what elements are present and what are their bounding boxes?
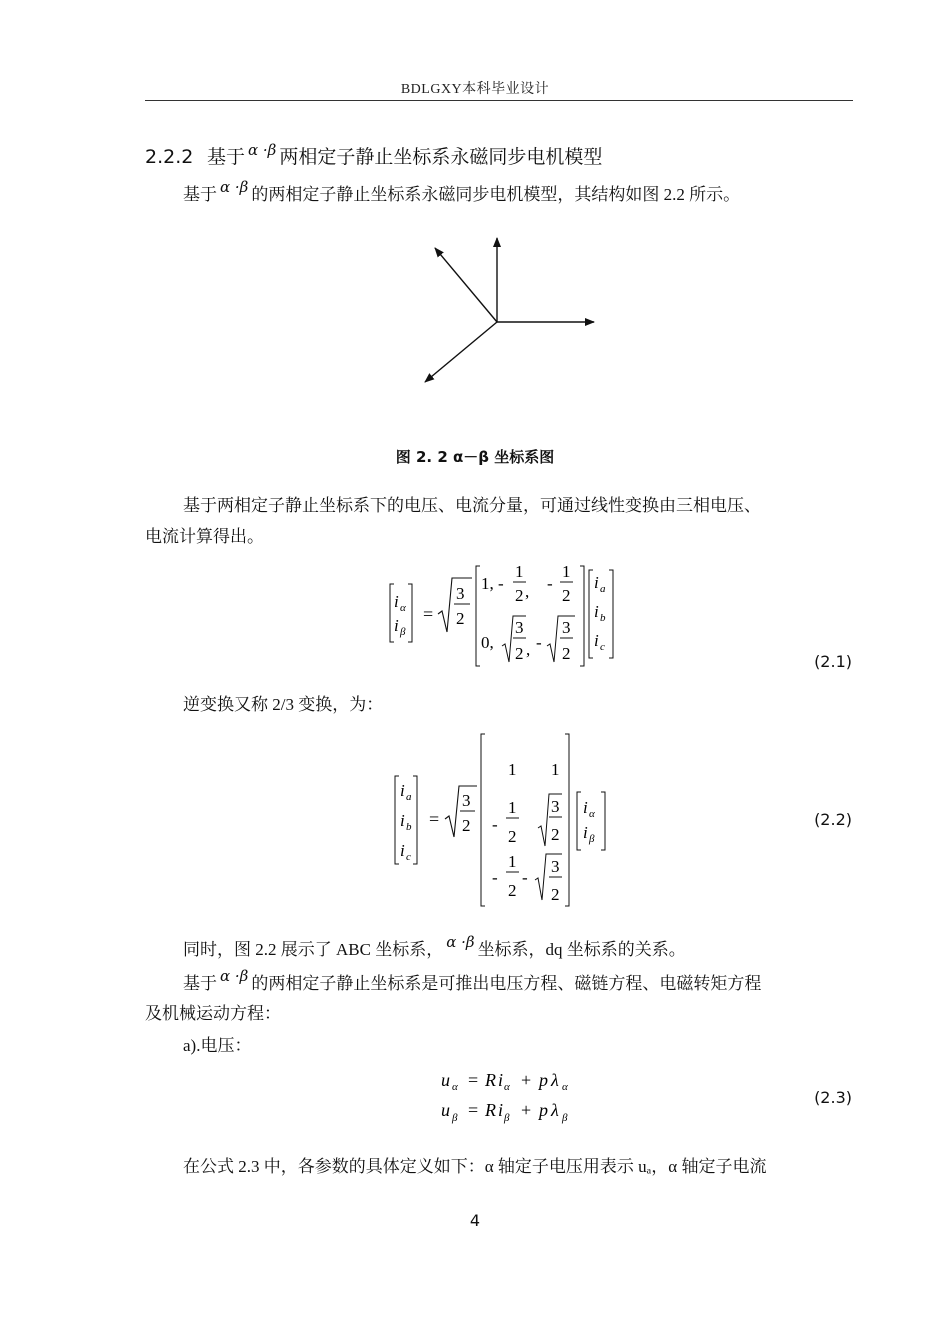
figure-caption: 图 2. 2 α－β 坐标系图 <box>395 448 555 466</box>
eq3-l1-i: i <box>498 1070 504 1090</box>
eq1-r2-den: 2 <box>515 644 524 663</box>
para1-before: 基于 <box>183 185 217 204</box>
eq1-coef-den: 2 <box>456 609 465 628</box>
eq2-lhs-sub3: c <box>406 851 411 863</box>
eq3-number: (2.3) <box>814 1088 852 1107</box>
eq1-r1-num1: 1 <box>515 562 524 581</box>
eq2-rhs-sub1: α <box>589 808 595 820</box>
eq2-r3-den: 2 <box>508 881 517 900</box>
para1-after: 的两相定子静止坐标系永磁同步电机模型，其结构如图 2.2 所示。 <box>251 185 741 204</box>
eq2-r3-den2: 2 <box>551 885 560 904</box>
eq3-l2-sub1: β <box>452 1112 458 1124</box>
eq2-lhs-sub1: a <box>406 791 412 803</box>
eq1-number: (2.1) <box>814 652 852 671</box>
paragraph-voltage: a).电压： <box>183 1036 252 1055</box>
para5-greek: α ·β <box>220 967 249 985</box>
eq1-rhs-sub1: a <box>600 583 606 595</box>
eq2-r1-b: 1 <box>551 760 560 779</box>
para4-after: 坐标系，dq 坐标系的关系。 <box>477 940 686 959</box>
equation-2-1 <box>380 558 630 673</box>
eq1-r1-den1: 2 <box>515 586 524 605</box>
eq1-rhs-sub3: c <box>600 641 605 653</box>
eq3-l2-u: u <box>441 1100 450 1120</box>
eq3-l2-R: R <box>485 1100 496 1120</box>
eq1-rhs-i1: i <box>594 573 599 592</box>
eq1-rhs-i2: i <box>594 602 599 621</box>
eq2-r3-minus: - <box>492 868 498 887</box>
eq1-r1-num2: 1 <box>562 562 571 581</box>
section-heading <box>145 142 602 169</box>
eq3-l2-i: i <box>498 1100 504 1120</box>
eq1-r2-a: 0, <box>481 633 494 652</box>
eq1-r2-comma: , <box>526 640 531 659</box>
eq1-r1-den2: 2 <box>562 586 571 605</box>
eq1-r1-a: 1, <box>481 574 494 593</box>
eq3-l2-eq: = <box>468 1100 479 1120</box>
eq2-r2-minus: - <box>492 815 498 834</box>
eq3-l2-sub3: β <box>562 1112 568 1124</box>
axis-lower-left-arrow <box>425 322 497 382</box>
section-number: 2.2.2 <box>145 146 194 168</box>
paragraph-relation <box>145 935 891 965</box>
eq2-rhs-i1: i <box>583 798 588 817</box>
svg-text:=: = <box>429 809 440 829</box>
paragraph-equations-line2: 及机械运动方程： <box>145 1004 281 1023</box>
eq1-lhs-i1: i <box>394 592 399 611</box>
svg-text:=: = <box>423 604 434 624</box>
header-rule <box>145 100 853 101</box>
para5-before: 基于 <box>183 974 217 993</box>
eq2-rhs-i2: i <box>583 823 588 842</box>
eq2-lhs-sub2: b <box>406 821 412 833</box>
eq1-lhs-sub2: β <box>400 626 406 638</box>
para5-after: 的两相定子静止坐标系是可推出电压方程、磁链方程、电磁转矩方程 <box>251 974 762 993</box>
paragraph-transform-line1: 基于两相定子静止坐标系下的电压、电流分量，可通过线性变换由三相电压、 <box>183 496 761 515</box>
eq1-coef-num: 3 <box>456 584 465 603</box>
axis-upper-left-arrow <box>435 248 497 322</box>
eq2-r2-den: 2 <box>508 827 517 846</box>
eq3-l1-u: u <box>441 1070 450 1090</box>
paragraph-inverse: 逆变换又称 2/3 变换，为： <box>183 695 384 714</box>
eq2-number: (2.2) <box>814 810 852 829</box>
eq1-rhs-i3: i <box>594 631 599 650</box>
eq3-l1-sub3: α <box>562 1081 568 1093</box>
running-header: BDLGXY本科毕业设计 <box>400 82 550 97</box>
paragraph-definitions: 在公式 2.3 中，各参数的具体定义如下：α 轴定子电压用表示 uₐ，α 轴定子电流 <box>183 1157 767 1176</box>
eq3-l1-sub1: α <box>452 1081 458 1093</box>
eq2-lhs-i1: i <box>400 781 405 800</box>
paragraph-equations-line1 <box>145 969 891 999</box>
eq2-r2-num: 1 <box>508 798 517 817</box>
eq1-r2-den2: 2 <box>562 644 571 663</box>
eq3-l1-plus: + <box>521 1070 532 1090</box>
eq2-r3-num: 1 <box>508 852 517 871</box>
eq2-r3-minus2: - <box>522 868 528 887</box>
paragraph-intro <box>145 180 891 210</box>
eq2-lhs-i3: i <box>400 841 405 860</box>
eq2-r2-num2: 3 <box>551 797 560 816</box>
section-title-before: 基于 <box>207 146 246 168</box>
alpha-beta-axes-figure <box>400 228 620 398</box>
eq2-lhs-i2: i <box>400 811 405 830</box>
eq3-l2-sub2: β <box>504 1112 510 1124</box>
eq2-coef-den: 2 <box>462 816 471 835</box>
eq1-rhs-sub2: b <box>600 612 606 624</box>
equation-2-2 <box>385 730 625 910</box>
equation-2-3 <box>435 1064 605 1132</box>
eq3-l2-lambda: λ <box>551 1100 559 1120</box>
eq2-rhs-sub2: β <box>589 833 595 845</box>
eq3-l1-p: p <box>539 1070 548 1090</box>
eq3-l1-R: R <box>485 1070 496 1090</box>
eq1-r1-comma: , <box>525 582 530 601</box>
para4-greek: α ·β <box>446 933 475 951</box>
para4-before: 同时，图 2.2 展示了 ABC 坐标系， <box>183 940 444 959</box>
eq3-l2-plus: + <box>521 1100 532 1120</box>
eq1-r1-minus1: - <box>498 574 504 593</box>
eq2-r1-a: 1 <box>508 760 517 779</box>
eq1-lhs-sub1: α <box>400 602 406 614</box>
eq3-l1-eq: = <box>468 1070 479 1090</box>
eq2-r3-num2: 3 <box>551 857 560 876</box>
page-number: 4 <box>469 1211 481 1230</box>
eq2-coef-num: 3 <box>462 791 471 810</box>
eq1-lhs-i2: i <box>394 616 399 635</box>
eq1-r1-minus2: - <box>547 574 553 593</box>
para1-greek: α ·β <box>220 178 249 196</box>
eq1-r2-minus: - <box>536 633 542 652</box>
paragraph-transform-line2: 电流计算得出。 <box>145 527 264 546</box>
eq2-r2-den2: 2 <box>551 825 560 844</box>
eq1-r2-num2: 3 <box>562 618 571 637</box>
eq3-l1-sub2: α <box>504 1081 510 1093</box>
eq1-r2-num: 3 <box>515 618 524 637</box>
eq3-l1-lambda: λ <box>551 1070 559 1090</box>
section-greek: α ·β <box>248 141 277 159</box>
eq3-l2-p: p <box>539 1100 548 1120</box>
section-title-after: 两相定子静止坐标系永磁同步电机模型 <box>279 146 603 168</box>
